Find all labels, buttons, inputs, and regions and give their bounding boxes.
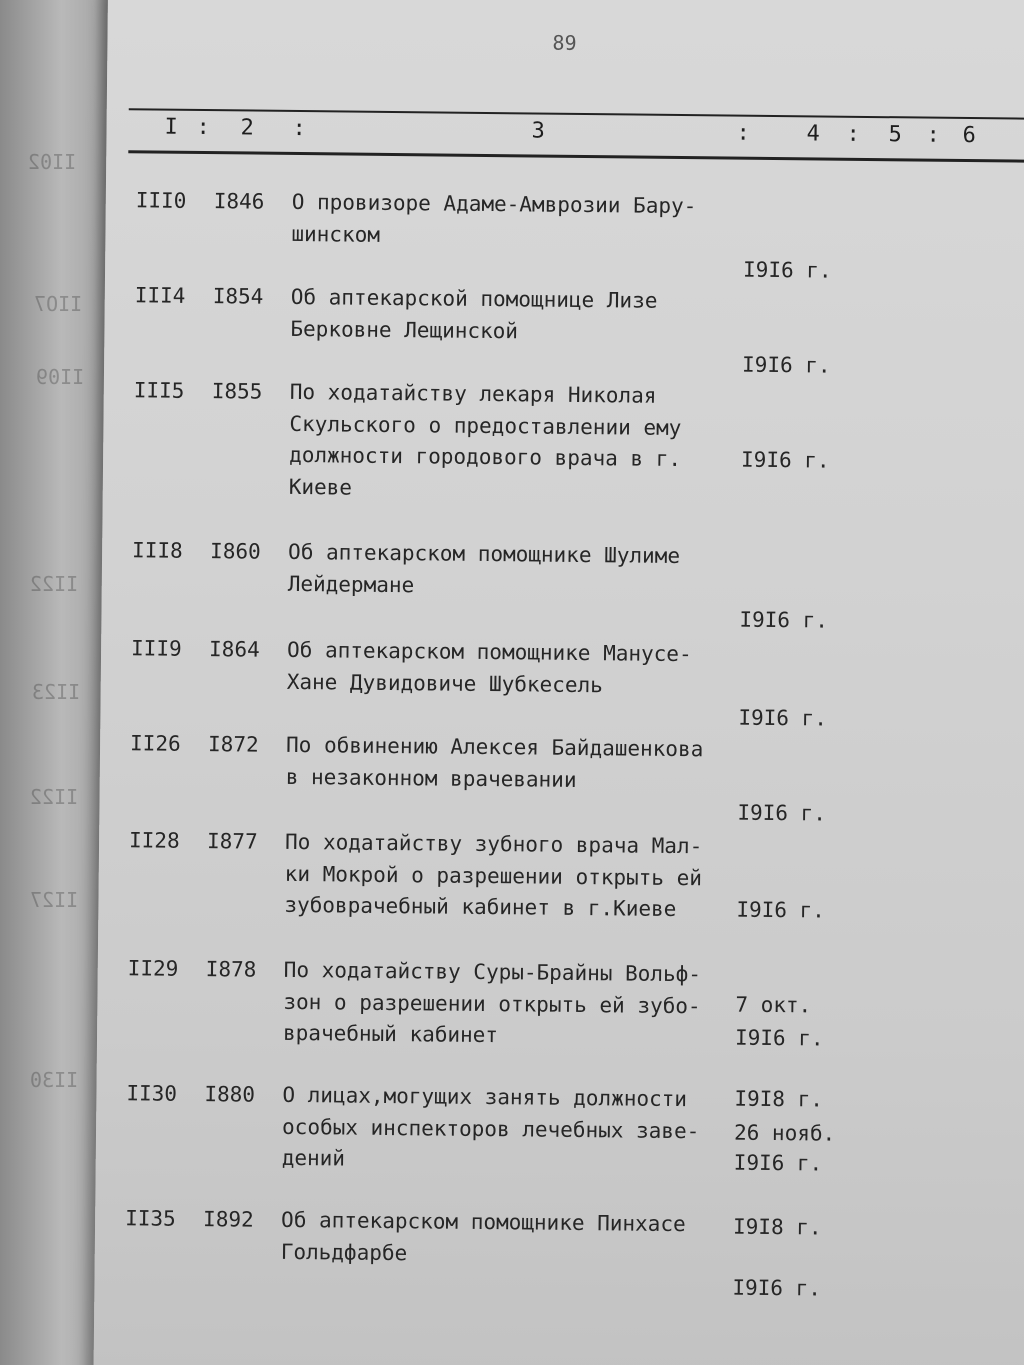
entry-title [284,827,735,926]
entry-row [105,280,1024,378]
entry-old-number: I864 [208,637,260,662]
entry-title [283,955,734,1054]
entry-date-line: 26 нояб. [733,1120,836,1146]
entry-title-line: дений [281,1145,346,1171]
entry-date-line: I9I6 г. [737,800,827,826]
entry-row [106,185,1024,283]
entry-title-line: шинском [291,221,381,247]
entry-title-line: О провизоре Адаме-Амврозии Бару- [291,189,697,219]
entry-title-line: Хане Дувидовиче Шубкесель [286,669,603,697]
entry-title [288,537,739,605]
header-col1: I [164,114,178,140]
entry-date-line: I9I6 г. [733,1150,823,1176]
entry-title-line: Об аптекарском помощнике Шулиме [287,539,681,569]
entry-title [291,187,742,255]
header-separator: : [736,120,750,146]
entry-number: II26 [129,731,181,756]
entry-old-number: I846 [213,189,265,214]
entry-date-line: 7 окт. [735,992,812,1017]
entry-title-line: врачебный кабинет [282,1020,499,1048]
entry-title [289,377,740,508]
entry-number: III0 [135,188,187,213]
entry-date-line: I9I6 г. [736,897,826,923]
entry-title-line: особых инспекторов лечебных заве- [281,1114,700,1143]
entry-date-line: I9I8 г. [732,1214,822,1240]
entry-number: III5 [133,378,185,403]
entry-number: III4 [134,283,186,308]
entry-title-line: Скульского о предоставлении ему [289,411,682,440]
entry-old-number: I854 [212,284,264,309]
entry-title [281,1205,732,1273]
bleed-through-mark: ІІ30 [30,1068,79,1092]
entry-date-line: I9I8 г. [734,1086,824,1112]
bleed-through-mark: ІІ22 [30,572,79,596]
page-number: 89 [552,30,577,55]
header-separator: : [846,121,860,147]
entry-date-line: I9I6 г. [741,352,831,378]
entry-title-line: Об аптекарском помощнике Пинхасе [281,1207,686,1237]
entry-row [102,535,1024,633]
entry-date-line: I9I6 г. [739,607,829,633]
entry-number: II29 [127,956,179,981]
bleed-through-mark: ІІ02 [28,150,77,174]
entry-date [732,1210,860,1365]
header-col2: 2 [240,115,254,141]
entry-old-number: I877 [206,829,258,854]
entry-row [100,728,1024,826]
entry-date-line: I9I6 г. [740,447,830,473]
entry-old-number: I878 [205,957,257,982]
document-page [93,0,1024,1365]
header-col4: 4 [806,121,820,147]
entry-title-line: Берковне Лещинской [290,316,519,343]
header-col5: 5 [888,122,902,148]
entry-date [740,382,868,541]
entry-title-line: По ходатайству зубного врача Мал- [284,829,703,859]
entry-title-line: должности городового врача в г. [289,442,682,472]
entries-list [93,0,1024,1365]
entry-date-line: I9I6 г. [738,705,828,731]
entry-date-line: I9I6 г. [732,1275,822,1301]
entry-title-line: О лицах,могущих занять должности [282,1082,688,1112]
entry-title-line: По обвинению Алексея Байдашенкова [285,732,704,762]
entry-row [101,633,1024,731]
bleed-through-mark: ІІ27 [30,888,79,912]
entry-old-number: I872 [207,732,259,757]
bleed-through-mark: ІІ09 [36,365,85,389]
entry-title-line: По ходатайству лекаря Николая [289,379,657,408]
entry-title-line: зубоврачебный кабинет в г.Киеве [284,892,677,922]
entry-title [287,635,738,703]
entry-title-line: Гольдфарбе [280,1239,408,1265]
entry-number: II35 [125,1206,176,1231]
entry-old-number: I880 [204,1082,256,1107]
entry-number: III9 [130,636,182,661]
bleed-through-mark: ІІ23 [32,680,81,704]
header-separator: : [926,122,940,148]
entry-old-number: I860 [210,539,261,564]
entry-title-line: Лейдермане [287,571,415,597]
bleed-through-mark: ІІО7 [34,292,83,316]
header-separator: : [196,114,210,141]
entry-title-line: Киеве [288,474,353,500]
entry-row [104,375,1024,500]
entry-number: II28 [128,828,180,853]
entry-number: III8 [132,538,183,563]
entry-title-line: ки Мокрой о разрешении открыть ей [284,861,703,890]
entry-title-line: По ходатайству Суры-Брайны Вольф- [283,957,702,987]
entry-title [282,1080,733,1179]
header-col3: 3 [531,118,545,144]
entry-number: II30 [126,1081,178,1106]
entry-title [286,730,737,798]
entry-title [290,282,741,350]
header-col6: 6 [962,122,976,149]
bleed-through-mark: ІІ22 [30,785,79,809]
entry-title-line: Об аптекарской помощнице Лизе [290,284,658,313]
entry-date-line: I9I6 г. [742,257,832,283]
entry-title-line: в незаконном врачевании [285,764,577,792]
entry-title-line: зон о разрешении открыть ей зубо- [283,989,701,1018]
entry-date-line: I9I6 г. [734,1025,824,1051]
entry-title-line: Об аптекарском помощнике Манусе- [286,637,692,667]
entry-old-number: I855 [211,379,263,404]
entry-old-number: I892 [203,1207,254,1232]
header-separator: : [292,115,306,142]
